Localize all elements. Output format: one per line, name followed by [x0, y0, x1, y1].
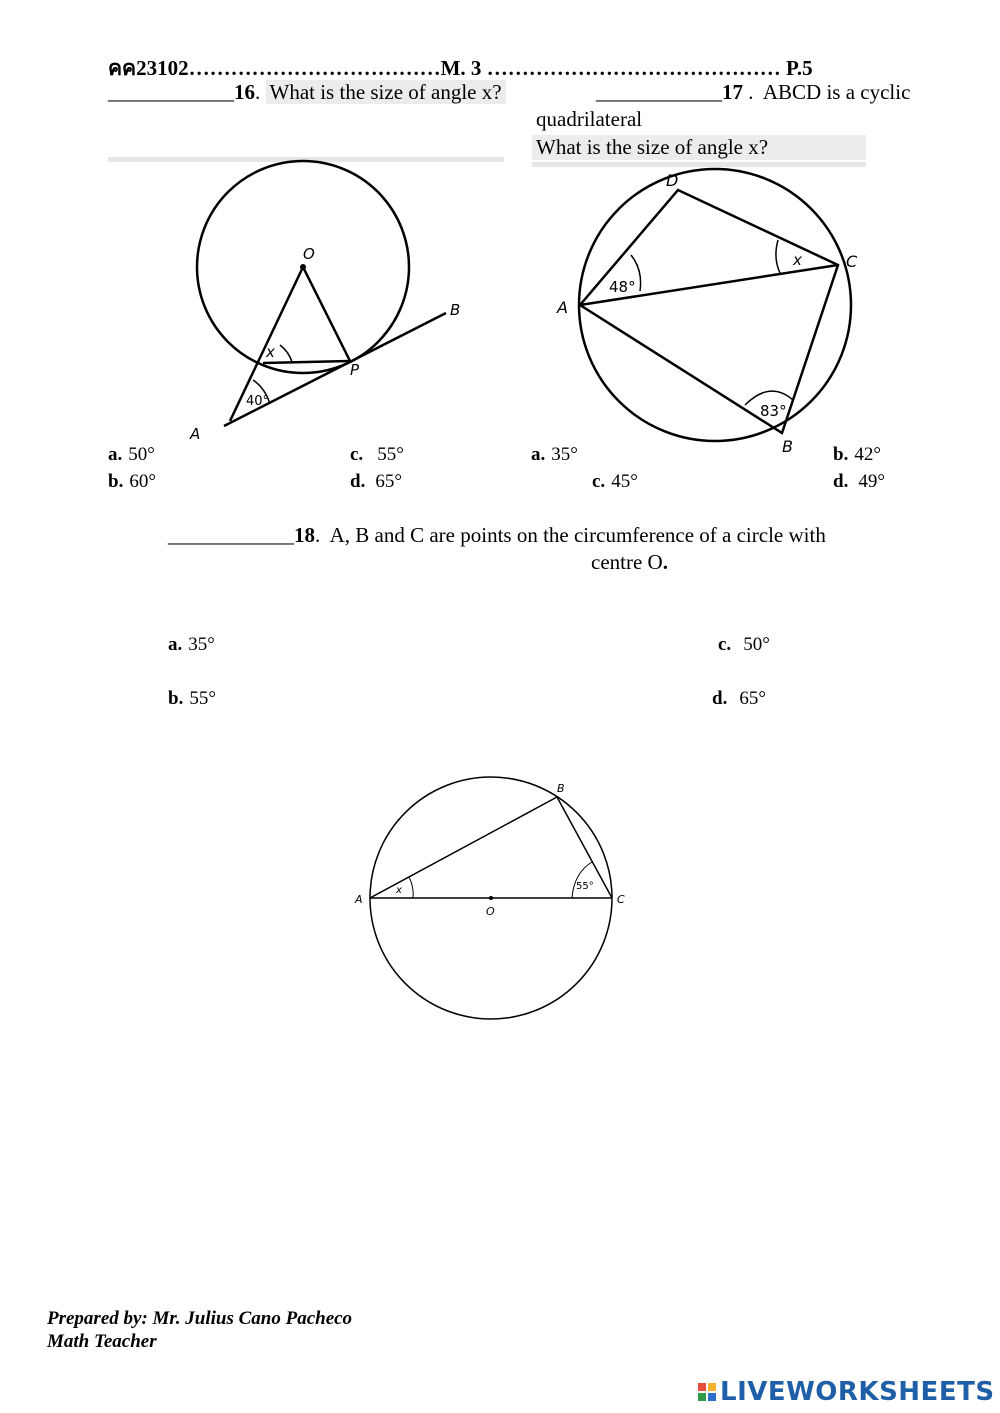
page-number: P.5: [785, 56, 813, 80]
question-text-16: What is the size of angle x?: [266, 80, 506, 104]
option-letter: a.: [168, 634, 183, 655]
question-text-17b: quadrilateral: [536, 107, 643, 131]
label-O: O: [303, 245, 315, 263]
label-B: B: [450, 301, 461, 319]
option-letter: c.: [350, 444, 364, 465]
liveworksheets-logo[interactable]: [698, 1377, 995, 1407]
option-letter: d.: [350, 471, 366, 492]
label-48: 48°: [609, 278, 636, 296]
option-value: 60°: [129, 471, 156, 492]
option-value: 65°: [739, 688, 766, 709]
option-letter: d.: [712, 688, 728, 709]
centre-point-O18: [489, 896, 493, 900]
question-18-line2: centre O.: [591, 550, 668, 574]
label-83: 83°: [760, 402, 787, 420]
option-letter: c.: [718, 634, 732, 655]
label-D17: D: [666, 171, 679, 190]
question-number-17: 17: [722, 80, 743, 104]
option-value: 55°: [377, 444, 404, 465]
logo-text: LIVEWORKSHEETS: [720, 1377, 995, 1407]
option-letter: d.: [833, 471, 849, 492]
option-letter: b.: [833, 444, 849, 465]
label-x: x: [266, 343, 275, 361]
option-value: 42°: [854, 444, 881, 465]
label-55: 55°: [576, 881, 594, 892]
label-x18: x: [396, 885, 402, 896]
question-text-17c: What is the size of angle x?: [532, 135, 866, 160]
question-17-line1: ____________17 . ABCD is a cyclic: [596, 80, 911, 104]
answer-blank-16[interactable]: ____________: [108, 80, 234, 104]
option-value: 35°: [551, 444, 578, 465]
label-40: 40°: [246, 394, 270, 409]
label-C17: C: [846, 252, 858, 271]
question-18-line1: ____________18. A, B and C are points on the circumference of a circle with: [168, 523, 826, 547]
option-letter: a.: [531, 444, 546, 465]
option-value: 50°: [128, 444, 155, 465]
option-letter: a.: [108, 444, 123, 465]
option-value: 49°: [858, 471, 885, 492]
option-letter: c.: [592, 471, 606, 492]
header-dots-1: ………………………………: [188, 56, 441, 80]
answer-blank-18[interactable]: ____________: [168, 523, 294, 547]
label-B18: B: [557, 782, 565, 795]
label-A18: A: [355, 893, 363, 906]
label-A17: A: [557, 298, 568, 317]
logo-icon: [698, 1383, 716, 1401]
question-text-17a: ABCD is a cyclic: [762, 80, 911, 104]
option-value: 50°: [743, 634, 770, 655]
question-text-18a: A, B and C are points on the circumference of a circle with: [329, 523, 826, 547]
option-letter: b.: [168, 688, 184, 709]
header-dots-2: ……………………………………: [486, 56, 781, 80]
label-x17: x: [793, 251, 802, 269]
footer-role: Math Teacher: [47, 1331, 157, 1352]
option-letter: b.: [108, 471, 124, 492]
label-C18: C: [617, 893, 625, 906]
option-value: 35°: [188, 634, 215, 655]
angle-arc-55: [572, 862, 592, 898]
question-number-16: 16: [234, 80, 255, 104]
label-O18: O: [486, 905, 495, 918]
course-code: คค23102: [108, 56, 189, 80]
angle-arc-x18: [409, 877, 413, 898]
option-value: 55°: [189, 688, 216, 709]
option-value: 65°: [375, 471, 402, 492]
label-B17: B: [782, 437, 793, 456]
option-value: 45°: [611, 471, 638, 492]
label-P: P: [350, 361, 360, 379]
question-number-18: 18: [294, 523, 315, 547]
line-AB: [370, 797, 557, 898]
question-text-18b: centre O: [591, 550, 663, 574]
label-A: A: [190, 425, 201, 443]
question-16: ____________16. What is the size of angle x?: [108, 80, 506, 105]
footer-prepared-by: Prepared by: Mr. Julius Cano Pacheco: [47, 1308, 353, 1329]
grade-level: M. 3: [440, 56, 482, 80]
answer-blank-17[interactable]: ____________: [596, 80, 722, 104]
